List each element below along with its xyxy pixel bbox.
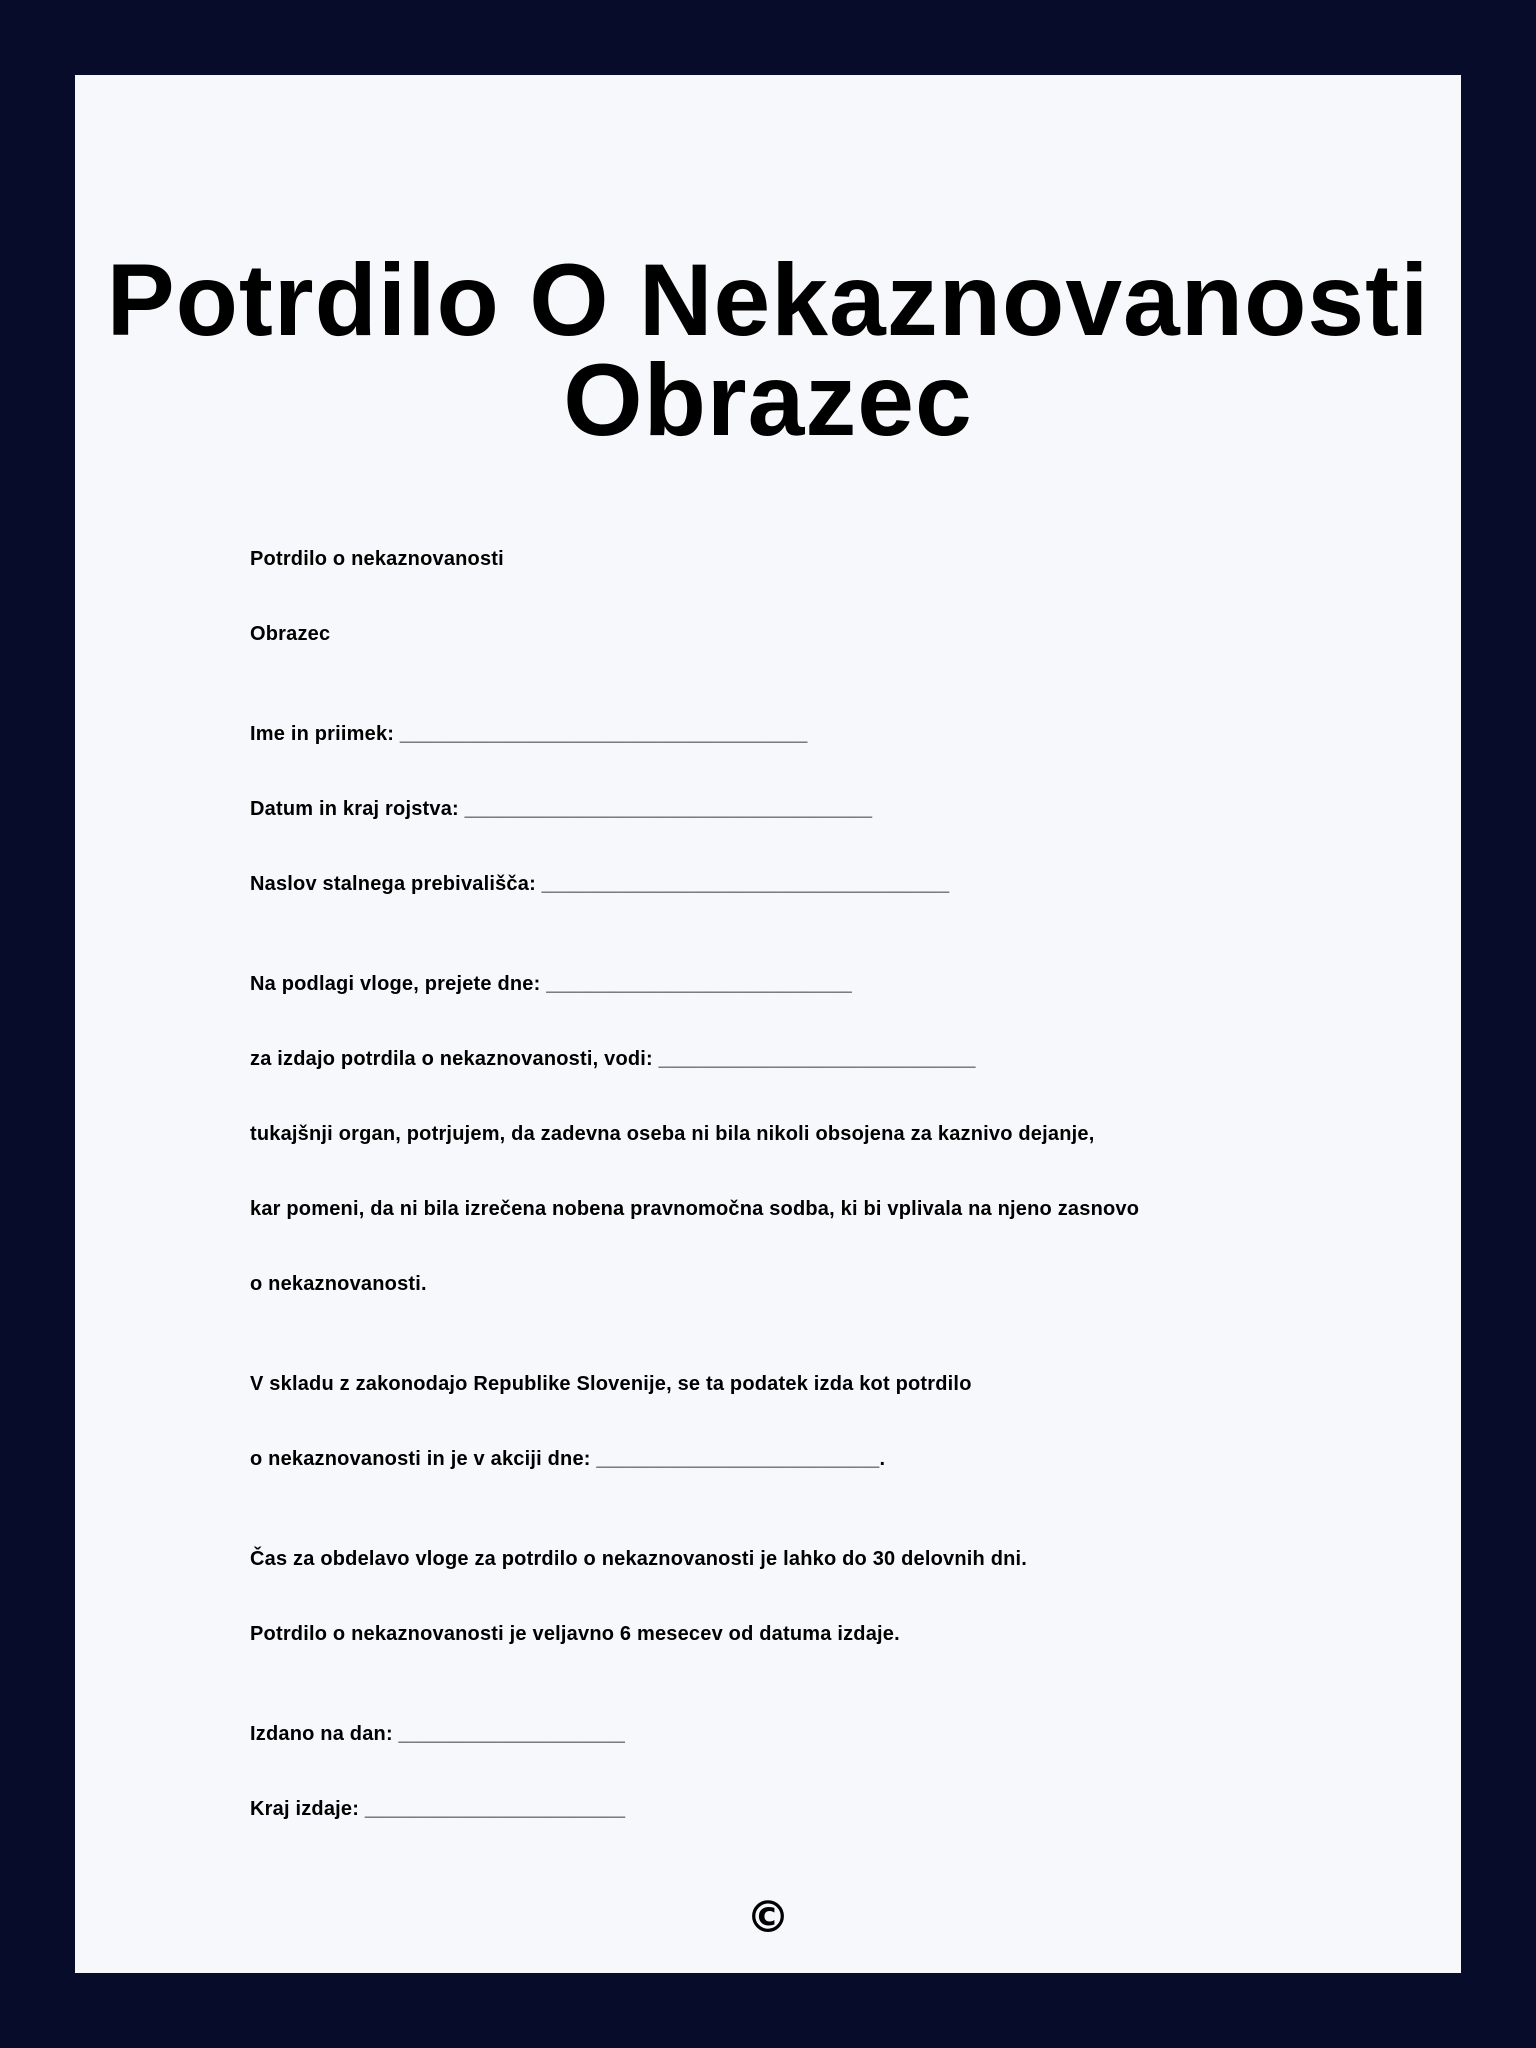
address-field-line: Naslov stalnega prebivališča: ____________________________________	[250, 873, 950, 895]
title-line-2: Obrazec	[563, 343, 973, 457]
copyright-icon: ©	[746, 1892, 790, 1943]
page-title	[75, 243, 1461, 457]
statement-line-3: o nekaznovanosti.	[250, 1273, 427, 1295]
issuing-authority-line: za izdajo potrdila o nekaznovanosti, vodi: ____________________________	[250, 1048, 976, 1070]
validity-note: Potrdilo o nekaznovanosti je veljavno 6 mesecev od datuma izdaje.	[250, 1623, 900, 1645]
form-subheading: Obrazec	[250, 623, 331, 645]
form-heading: Potrdilo o nekaznovanosti	[250, 548, 504, 570]
name-field-line: Ime in priimek: ____________________________________	[250, 723, 808, 745]
birth-date-place-field-line: Datum in kraj rojstva: ____________________________________	[250, 798, 873, 820]
title-line-1: Potrdilo O Nekaznovanosti	[106, 243, 1430, 357]
legal-basis-line-1: V skladu z zakonodajo Republike Slovenije, se ta podatek izda kot potrdilo	[250, 1373, 972, 1395]
statement-line-1: tukajšnji organ, potrjujem, da zadevna oseba ni bila nikoli obsojena za kaznivo dejanje,	[250, 1123, 1095, 1145]
statement-line-2: kar pomeni, da ni bila izrečena nobena pravnomočna sodba, ki bi vplivala na njeno zasnovo	[250, 1198, 1140, 1220]
document-page	[75, 75, 1461, 1973]
application-date-line: Na podlagi vloge, prejete dne: ___________________________	[250, 973, 852, 995]
legal-basis-line-2: o nekaznovanosti in je v akciji dne: _________________________.	[250, 1448, 886, 1470]
processing-time-note: Čas za obdelavo vloge za potrdilo o nekaznovanosti je lahko do 30 delovnih dni.	[250, 1548, 1028, 1570]
issue-place-field-line: Kraj izdaje: _______________________	[250, 1798, 626, 1820]
issue-date-field-line: Izdano na dan: ____________________	[250, 1723, 626, 1745]
